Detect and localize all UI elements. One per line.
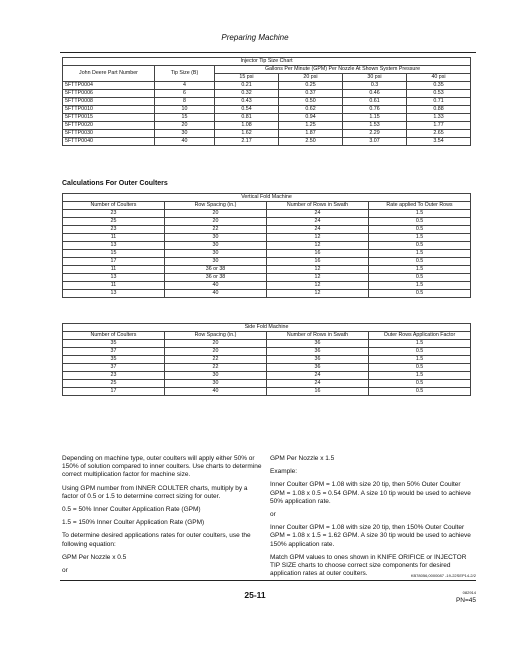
column-header: Number of Coulters [63,332,165,340]
table-cell: 30 [165,258,267,266]
table-cell: 17 [63,388,165,396]
table-cell: 1.5 [369,372,471,380]
table-row [63,210,471,218]
table-cell: 1.5 [369,356,471,364]
vertical-fold-table [62,193,471,298]
table-cell: 0.5 [369,274,471,282]
table-row [63,114,471,122]
injector-tip-size-table [62,57,471,146]
table-cell: 40 [155,138,215,146]
table-cell: 0.5 [369,388,471,396]
side-fold-table [62,323,471,396]
table-cell: 30 [155,130,215,138]
table-cell: 5FTTP0006 [63,90,155,98]
table-cell: 13 [63,290,165,298]
paragraph: To determine desired applications rates for outer coulters, use the following equation: [62,532,251,548]
table-cell: 36 [267,340,369,348]
table-cell: 1.87 [279,130,343,138]
table-cell: 24 [267,226,369,234]
table-cell: 0.61 [343,98,407,106]
table-cell: 20 [165,210,267,218]
column-header: Row Spacing (in.) [165,202,267,210]
table-title: Side Fold Machine [63,324,471,332]
table-cell: 0.5 [369,380,471,388]
table-cell: 0.43 [215,98,279,106]
table-cell: 11 [63,234,165,242]
table-cell: 20 [165,348,267,356]
table-cell: 16 [267,250,369,258]
paragraph: Inner Coulter GPM = 1.08 with size 20 tip, then 50% Outer Coulter GPM = 1.08 x 0.5 = 0.54 GPM. A size 10 tip would be used to achieve 50% application rate. [270,481,471,505]
table-cell: 1.5 [369,210,471,218]
table-cell: 5FTTP0010 [63,106,155,114]
table-cell: 15 [155,114,215,122]
table-row [63,250,471,258]
table-cell: 20 [155,122,215,130]
column-header-pressure: 40 psi [407,74,471,82]
table-cell: 16 [267,258,369,266]
table-row [63,290,471,298]
left-text-column [62,455,262,580]
paragraph: Using GPM number from INNER COULTER charts, multiply by a factor of 0.5 or 1.5 to determine correct sizing for outer. [62,484,248,500]
table-cell: 0.5 [369,242,471,250]
table-cell: 12 [267,274,369,282]
table-cell: 2.50 [279,138,343,146]
table-row [63,138,471,146]
table-title: Vertical Fold Machine [63,194,471,202]
table-cell: 0.5 [369,258,471,266]
table-row [63,348,471,356]
table-cell: 16 [267,388,369,396]
table-cell: 17 [63,258,165,266]
table-cell: 2.29 [343,130,407,138]
table-cell: 0.71 [407,98,471,106]
column-header: Number of Rows in Swath [267,332,369,340]
paragraph: GPM Per Nozzle x 1.5 [270,455,335,462]
table-cell: 5FTTP0008 [63,98,155,106]
table-cell: 24 [267,210,369,218]
table-cell: 1.77 [407,122,471,130]
table-row [63,226,471,234]
table-cell: 0.5 [369,364,471,372]
table-cell: 4 [155,82,215,90]
paragraph: Example: [270,468,298,476]
table-cell: 0.54 [215,106,279,114]
table-cell: 1.5 [369,282,471,290]
table-cell: 25 [63,218,165,226]
table-row [63,130,471,138]
column-header-pressure: 15 psi [215,74,279,82]
header-divider [60,52,476,53]
table-cell: 37 [63,364,165,372]
table-cell: 5FTTP0004 [63,82,155,90]
table-cell: 36 or 38 [165,274,267,282]
table-cell: 30 [165,242,267,250]
paragraph: or [62,567,68,575]
table-cell: 12 [267,266,369,274]
table-cell: 30 [165,372,267,380]
table-cell: 1.15 [343,114,407,122]
table-row [63,234,471,242]
table-cell: 24 [267,218,369,226]
table-row [63,218,471,226]
table-cell: 13 [63,274,165,282]
table-cell: 1.5 [369,340,471,348]
table-cell: 1.25 [279,122,343,130]
table-cell: 36 [267,348,369,356]
column-header: Number of Coulters [63,202,165,210]
page-header-title: Preparing Machine [221,33,289,42]
table-cell: 13 [63,242,165,250]
table-cell: 0.62 [279,106,343,114]
table-row [63,258,471,266]
table-row [63,356,471,364]
table-cell: 30 [165,234,267,242]
table-cell: 0.81 [215,114,279,122]
right-text-column [270,455,475,583]
table-cell: 23 [63,226,165,234]
table-cell: 0.5 [369,348,471,356]
table-cell: 0.46 [343,90,407,98]
table-cell: 0.35 [407,82,471,90]
table-cell: 40 [165,290,267,298]
table-cell: 0.50 [279,98,343,106]
table-cell: 1.53 [343,122,407,130]
table-cell: 15 [63,250,165,258]
table-row [63,372,471,380]
column-header-gpm: Gallons Per Minute (GPM) Per Nozzle At Shown System Pressure [215,66,471,74]
table-cell: 1.33 [407,114,471,122]
table-cell: 1.5 [369,266,471,274]
table-cell: 0.3 [343,82,407,90]
table-row [63,282,471,290]
table-cell: 8 [155,98,215,106]
table-cell: 30 [165,250,267,258]
paragraph: Match GPM values to ones shown in KNIFE ORIFICE or INJECTOR TIP SIZE charts to choose correct size components for desired application rates at outer coulters. [270,553,467,578]
footer-divider [60,580,476,581]
table-cell: 36 [267,364,369,372]
table-cell: 0.76 [343,106,407,114]
table-cell: 35 [63,356,165,364]
table-cell: 0.5 [369,226,471,234]
table-row [63,82,471,90]
table-cell: 36 or 38 [165,266,267,274]
table-cell: 23 [63,210,165,218]
table-cell: 40 [165,388,267,396]
table-cell: 0.5 [369,218,471,226]
table-cell: 20 [165,218,267,226]
table-cell: 20 [165,340,267,348]
paragraph: GPM Per Nozzle x 0.5 [62,553,127,561]
table-cell: 5FTTP0015 [63,114,155,122]
table-cell: 22 [165,226,267,234]
table-row [63,242,471,250]
table-cell: 12 [267,234,369,242]
table-cell: 0.53 [407,90,471,98]
table-row [63,274,471,282]
table-cell: 3.54 [407,138,471,146]
paragraph: 0.5 = 50% Inner Coulter Application Rate (GPM) [62,506,201,514]
table-cell: 1.5 [369,250,471,258]
table-cell: 12 [267,282,369,290]
page-number: 25-11 [244,590,266,600]
table-cell: 30 [165,380,267,388]
column-header: Row Spacing (in.) [165,332,267,340]
table-cell: 2.17 [215,138,279,146]
paragraph: Inner Coulter GPM = 1.08 with size 20 tip, then 150% Outer Coulter GPM = 1.08 x 1.5 = 1.62 GPM. A size 30 tip would be used to achieve 150% application rate. [270,524,471,548]
table-cell: 5FTTP0020 [63,122,155,130]
table-row [63,98,471,106]
table-cell: 1.62 [215,130,279,138]
table-cell: 6 [155,90,215,98]
table-cell: 11 [63,266,165,274]
page-code: 082914 [462,590,476,595]
table-cell: 0.32 [215,90,279,98]
paragraph: 1.5 = 150% Inner Coulter Application Rate (GPM) [62,519,205,527]
table-cell: 1.5 [369,234,471,242]
table-cell: 35 [63,340,165,348]
table-cell: 5FTTP0030 [63,130,155,138]
table-cell: 22 [165,356,267,364]
table-cell: 0.25 [279,82,343,90]
table-cell: 12 [267,290,369,298]
table-row [63,122,471,130]
table-cell: 25 [63,380,165,388]
column-header-pressure: 20 psi [279,74,343,82]
table-cell: 37 [63,348,165,356]
table-title: Injector Tip Size Chart [63,58,471,66]
paragraph: or [270,511,276,519]
column-header: Rate applied To Outer Rows [369,202,471,210]
table-row [63,380,471,388]
table-cell: 10 [155,106,215,114]
column-header-pressure: 30 psi [343,74,407,82]
table-cell: 24 [267,372,369,380]
column-header-tip-size: Tip Size (B) [155,66,215,82]
table-row [63,388,471,396]
table-cell: 0.21 [215,82,279,90]
table-cell: 36 [267,356,369,364]
table-cell: 40 [165,282,267,290]
column-header-part-number: John Deere Part Number [63,66,155,82]
table-cell: 5FTTP0040 [63,138,155,146]
table-cell: 24 [267,380,369,388]
table-row [63,106,471,114]
table-cell: 0.94 [279,114,343,122]
table-row [63,340,471,348]
table-cell: 0.37 [279,90,343,98]
table-cell: 23 [63,372,165,380]
pn-number: PN=45 [455,597,476,604]
column-header: Outer Rows Application Factor [369,332,471,340]
document-reference: KB78056,0000087 -19-22SEP14-2/2 [410,573,476,578]
table-cell: 2.65 [407,130,471,138]
paragraph: Depending on machine type, outer coulters will apply either 50% or 150% of solution compared to inner coulters. Use charts to determine correct multiplication factor for machine size. [62,455,262,479]
section-title: Calculations For Outer Coulters [62,180,168,187]
column-header: Number of Rows in Swath [267,202,369,210]
table-cell: 3.07 [343,138,407,146]
table-cell: 0.5 [369,290,471,298]
table-row [63,266,471,274]
table-row [63,90,471,98]
table-cell: 12 [267,242,369,250]
table-cell: 1.08 [215,122,279,130]
table-cell: 0.88 [407,106,471,114]
table-cell: 11 [63,282,165,290]
table-row [63,364,471,372]
table-cell: 22 [165,364,267,372]
